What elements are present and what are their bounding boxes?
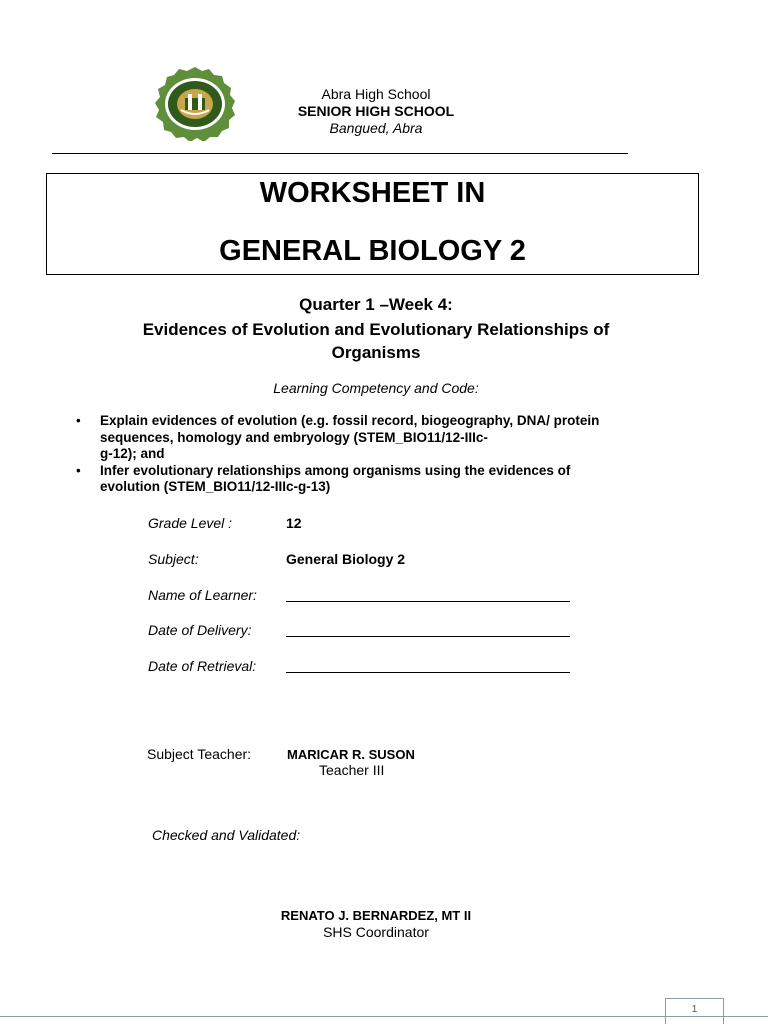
title-box xyxy=(46,173,699,275)
page-footer-rule xyxy=(0,1016,768,1017)
quarter-heading: Quarter 1 –Week 4: xyxy=(299,295,453,314)
delivery-date-field[interactable] xyxy=(286,636,570,637)
delivery-date-label: Date of Delivery: xyxy=(148,622,252,638)
teacher-name: MARICAR R. SUSON xyxy=(287,747,415,762)
topic-heading-line-2: Organisms xyxy=(331,343,421,362)
retrieval-date-field[interactable] xyxy=(286,672,570,673)
competency-line: sequences, homology and embryology (STEM_BIO11/12-IIIc- xyxy=(100,429,488,445)
teacher-position: Teacher III xyxy=(319,762,385,778)
competency-line: Infer evolutionary relationships among organisms using the evidences of xyxy=(100,462,571,478)
competency-line: Explain evidences of evolution (e.g. fossil record, biogeography, DNA/ protein xyxy=(100,413,600,428)
coordinator-position: SHS Coordinator xyxy=(323,924,429,940)
validation-label: Checked and Validated: xyxy=(152,827,301,843)
school-location: Bangued, Abra xyxy=(329,120,423,136)
topic-heading-line-1: Evidences of Evolution and Evolutionary Relationships of xyxy=(142,320,610,339)
subject-label: Subject: xyxy=(148,551,199,567)
bullet-icon: • xyxy=(76,462,81,478)
competency-item xyxy=(76,463,676,496)
header-divider xyxy=(52,153,628,154)
school-division: SENIOR HIGH SCHOOL xyxy=(297,103,455,119)
competency-line: evolution (STEM_BIO11/12-IIIc-g-13) xyxy=(100,479,331,494)
title-line-2: GENERAL BIOLOGY 2 xyxy=(219,235,526,267)
grade-level-label: Grade Level : xyxy=(148,515,233,531)
school-name: Abra High School xyxy=(321,86,431,102)
retrieval-date-label: Date of Retrieval: xyxy=(148,658,257,674)
teacher-label: Subject Teacher: xyxy=(147,746,252,762)
competency-line: g-12); and xyxy=(100,446,165,461)
page-number: 1 xyxy=(665,998,724,1024)
competency-list xyxy=(76,413,676,496)
grade-level-value: 12 xyxy=(286,515,302,531)
competency-item xyxy=(76,413,676,463)
title-line-1: WORKSHEET IN xyxy=(259,177,486,209)
learner-name-field[interactable] xyxy=(286,601,570,602)
learner-name-label: Name of Learner: xyxy=(148,587,257,603)
subject-value: General Biology 2 xyxy=(286,551,406,567)
competency-label: Learning Competency and Code: xyxy=(273,380,479,396)
coordinator-name: RENATO J. BERNARDEZ, MT II xyxy=(280,908,472,923)
bullet-icon: • xyxy=(76,413,81,428)
